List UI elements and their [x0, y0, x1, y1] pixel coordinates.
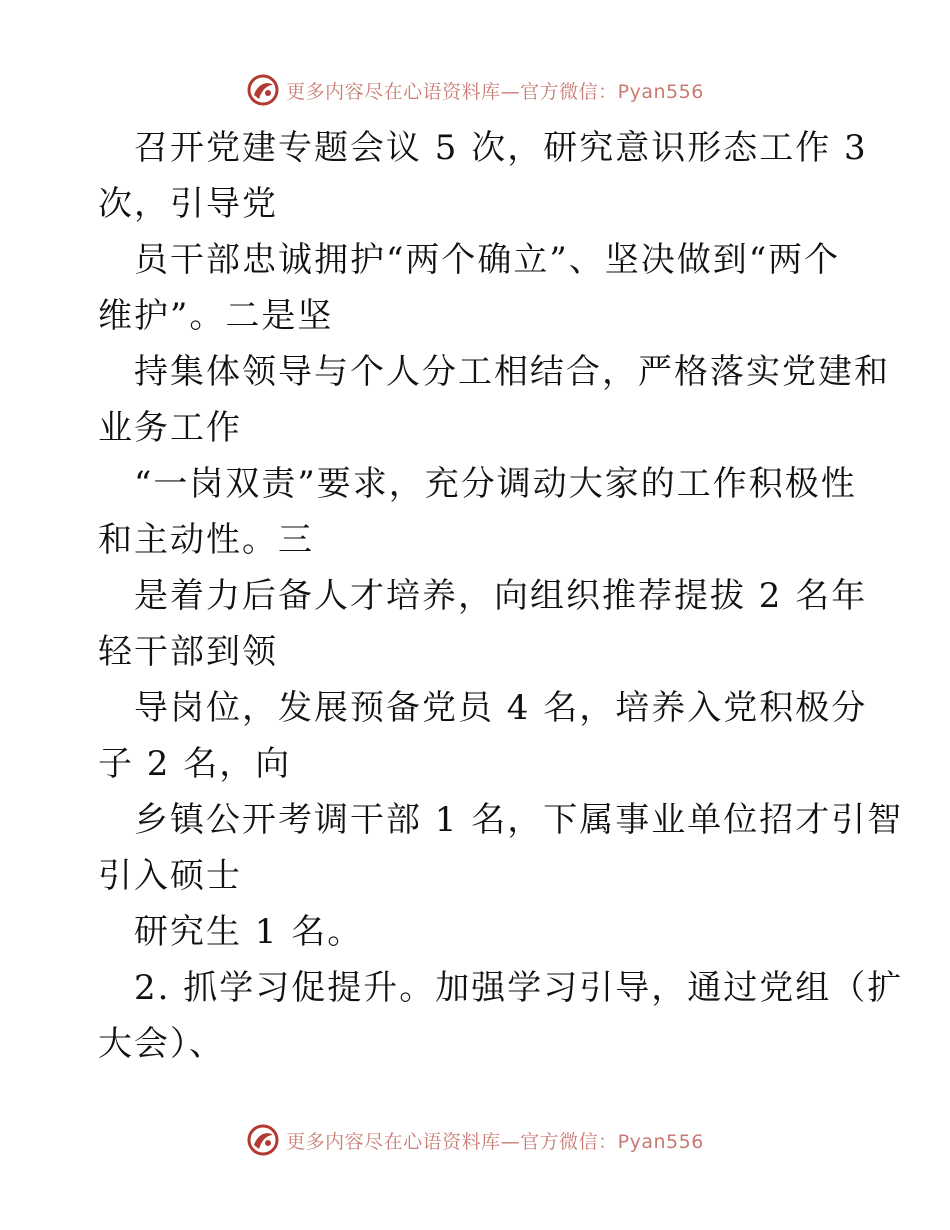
red-ribbon-logo-icon — [246, 1123, 280, 1157]
document-body — [98, 120, 904, 1072]
header-watermark — [0, 70, 950, 110]
text-line: 子 2 名，向 — [98, 744, 292, 784]
text-line: 2. 抓学习促提升。加强学习引导，通过党组（扩 — [134, 968, 904, 1008]
text-line: 维护”。二是坚 — [98, 296, 334, 336]
text-line: 导岗位，发展预备党员 4 名，培养入党积极分 — [134, 688, 868, 728]
text-line: 召开党建专题会议 5 次，研究意识形态工作 3 — [134, 128, 868, 168]
text-line: 和主动性。三 — [98, 520, 314, 560]
text-line: 乡镇公开考调干部 1 名，下属事业单位招才引智 — [134, 800, 904, 840]
text-line: 引入硕士 — [98, 856, 242, 896]
text-line: 业务工作 — [98, 408, 242, 448]
text-line: 大会）、 — [98, 1024, 225, 1064]
footer-watermark — [0, 1120, 950, 1160]
text-line: 研究生 1 名。 — [134, 912, 364, 952]
red-ribbon-logo-icon — [246, 73, 280, 107]
text-line: 次，引导党 — [98, 184, 278, 224]
text-line: 持集体领导与个人分工相结合，严格落实党建和 — [134, 352, 890, 392]
text-line: 是着力后备人才培养，向组织推荐提拔 2 名年 — [134, 576, 868, 616]
text-line: “一岗双责”要求，充分调动大家的工作积极性 — [134, 464, 857, 504]
watermark-text: 更多内容尽在心语资料库—官方微信：Pyan556 — [286, 80, 704, 103]
text-line: 轻干部到领 — [98, 632, 278, 672]
watermark-text: 更多内容尽在心语资料库—官方微信：Pyan556 — [286, 1130, 704, 1153]
text-line: 员干部忠诚拥护“两个确立”、坚决做到“两个 — [134, 240, 841, 280]
